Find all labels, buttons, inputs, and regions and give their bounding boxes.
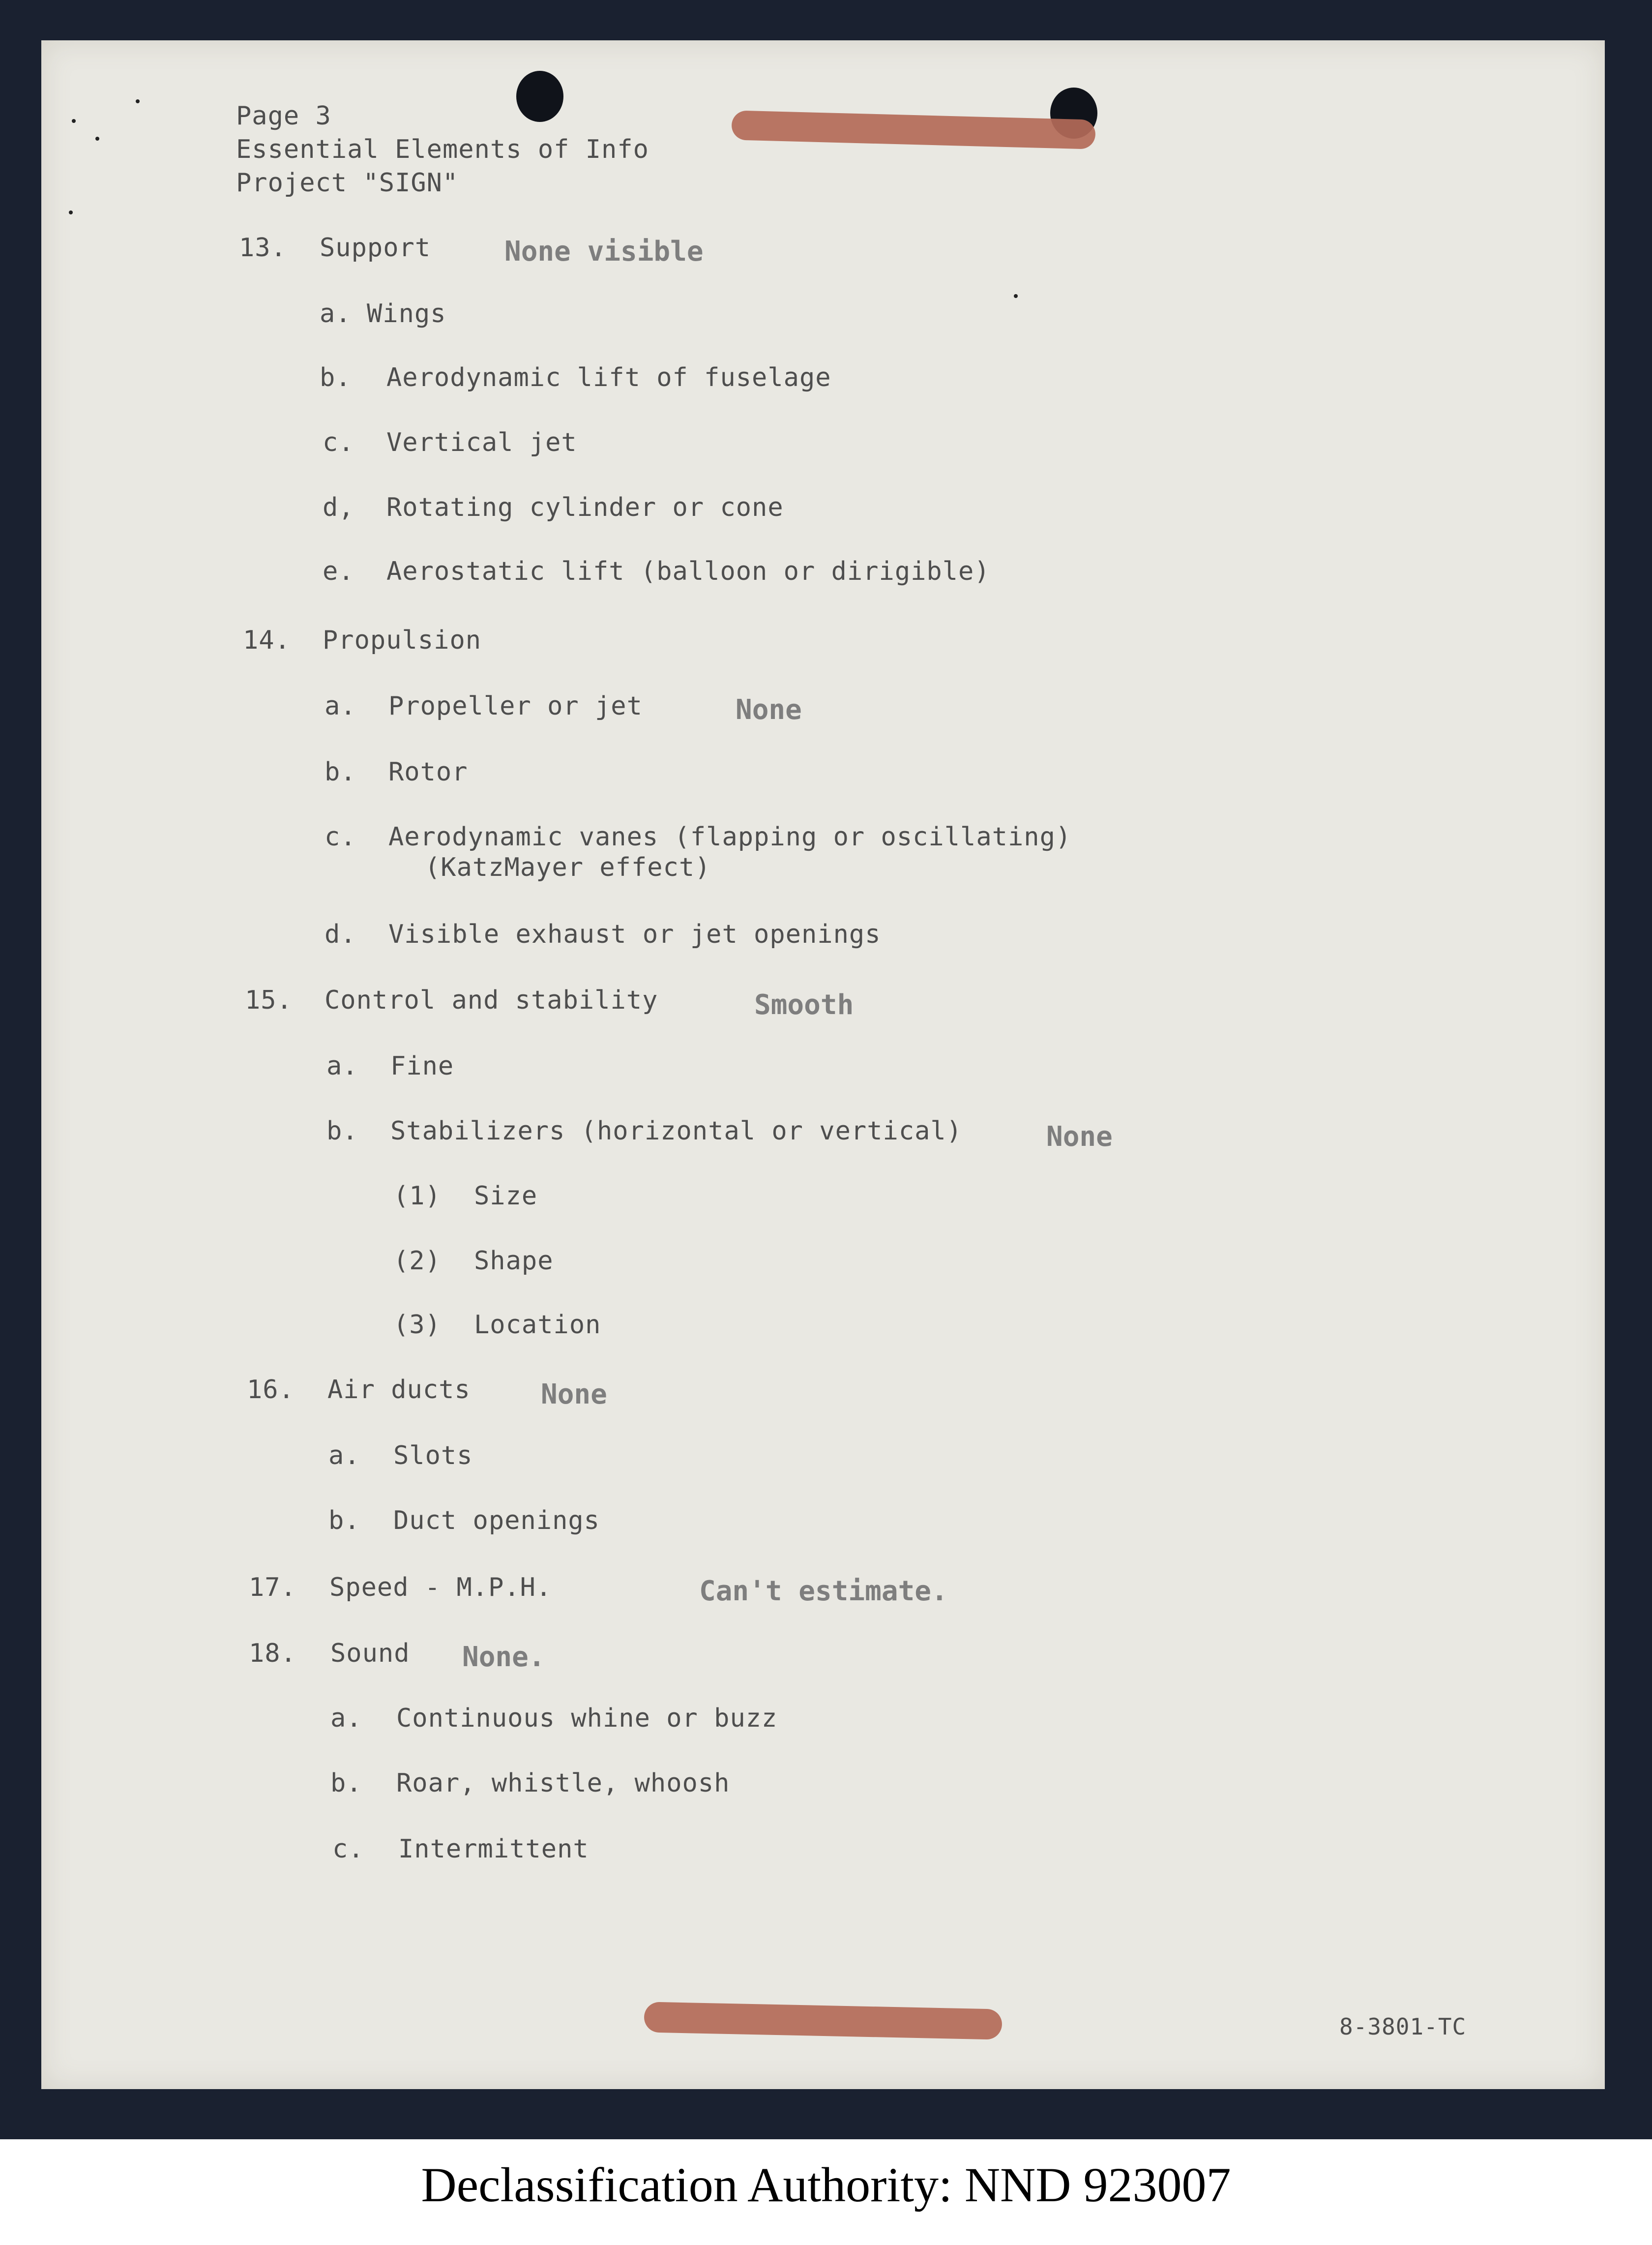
- punch-hole-left: [516, 71, 563, 122]
- document-page: [41, 40, 1605, 2089]
- form-number: 8-3801-TC: [1339, 2013, 1467, 2040]
- section-18-title: Sound: [330, 1639, 410, 1668]
- red-crayon-mark-top: [731, 110, 1095, 149]
- declassification-caption: Declassification Authority: NND 923007: [421, 2157, 1231, 2212]
- section-16-item-b-text: Duct openings: [393, 1506, 600, 1535]
- section-15-title: Control and stability: [324, 986, 658, 1015]
- section-14-item-c-text: Aerodynamic vanes (flapping or oscillating): [388, 822, 1072, 852]
- section-14-item-c-label: c.: [324, 822, 356, 852]
- section-13-item-d-text: Rotating cylinder or cone: [386, 493, 784, 522]
- section-16-number: 16.: [247, 1375, 295, 1405]
- red-crayon-mark-bottom: [644, 2002, 1002, 2039]
- section-18-item-c-text: Intermittent: [398, 1834, 589, 1864]
- section-14-item-d-label: d.: [324, 920, 356, 949]
- section-15-answer: Smooth: [754, 989, 854, 1021]
- section-15-item-a-text: Fine: [390, 1051, 454, 1081]
- section-15-subitem-3-label: (3): [393, 1310, 441, 1340]
- section-15-item-b-label: b.: [326, 1116, 358, 1146]
- section-15-number: 15.: [245, 986, 293, 1015]
- section-16-item-a-label: a.: [328, 1441, 360, 1470]
- section-17-answer: Can't estimate.: [699, 1575, 948, 1607]
- section-18-item-a-text: Continuous whine or buzz: [396, 1704, 778, 1733]
- section-13-item-b-label: b.: [320, 363, 352, 392]
- section-18-item-a-label: a.: [330, 1704, 362, 1733]
- section-16-title: Air ducts: [327, 1375, 471, 1405]
- section-15-subitem-1-label: (1): [393, 1181, 441, 1211]
- section-14-item-a-text: Propeller or jet: [388, 691, 643, 721]
- document-subject: Essential Elements of Info: [236, 135, 649, 164]
- section-15-subitem-1-text: Size: [474, 1181, 538, 1211]
- section-14-item-b-text: Rotor: [388, 757, 468, 787]
- speck: [95, 137, 99, 141]
- section-14-item-b-label: b.: [324, 757, 356, 787]
- section-16-item-b-label: b.: [328, 1506, 360, 1535]
- section-14-item-d-text: Visible exhaust or jet openings: [388, 920, 881, 949]
- section-13-item-e-text: Aerostatic lift (balloon or dirigible): [386, 557, 990, 586]
- section-13-answer: None visible: [504, 236, 704, 268]
- section-14-item-a-label: a.: [324, 691, 356, 721]
- project-name: Project "SIGN": [236, 168, 459, 198]
- section-17-title: Speed - M.P.H.: [329, 1573, 552, 1602]
- section-13-item-b-text: Aerodynamic lift of fuselage: [386, 363, 831, 392]
- section-15-subitem-2-text: Shape: [474, 1246, 554, 1276]
- speck: [1014, 294, 1018, 298]
- speck: [136, 99, 140, 103]
- section-13-item-a-label: a.: [320, 299, 352, 329]
- section-16-answer: None: [541, 1378, 607, 1410]
- section-13-title: Support: [320, 233, 431, 263]
- page-number: Page 3: [236, 101, 331, 131]
- section-15-item-b-answer: None: [1046, 1121, 1113, 1153]
- section-15-item-a-label: a.: [326, 1051, 358, 1081]
- section-13-item-c-text: Vertical jet: [386, 428, 577, 457]
- section-13-item-c-label: c.: [323, 428, 354, 457]
- section-15-subitem-3-text: Location: [474, 1310, 601, 1340]
- section-14-item-c-text-continued: (KatzMayer effect): [425, 853, 711, 882]
- section-14-title: Propulsion: [323, 626, 482, 655]
- section-13-item-a-text: Wings: [367, 299, 446, 329]
- section-15-item-b-text: Stabilizers (horizontal or vertical): [390, 1116, 963, 1146]
- section-13-item-d-label: d,: [323, 493, 354, 522]
- section-13-item-e-label: e.: [323, 557, 354, 586]
- section-18-item-b-text: Roar, whistle, whoosh: [396, 1768, 730, 1798]
- section-17-number: 17.: [249, 1573, 296, 1602]
- section-13-number: 13.: [239, 233, 287, 263]
- section-15-subitem-2-label: (2): [393, 1246, 441, 1276]
- section-18-answer: None.: [462, 1641, 545, 1673]
- speck: [72, 119, 76, 123]
- section-18-item-b-label: b.: [330, 1768, 362, 1798]
- section-18-number: 18.: [249, 1639, 296, 1668]
- section-16-item-a-text: Slots: [393, 1441, 473, 1470]
- section-14-item-a-answer: None: [736, 694, 802, 726]
- section-14-number: 14.: [243, 626, 291, 655]
- section-18-item-c-label: c.: [332, 1834, 364, 1864]
- speck: [69, 210, 73, 214]
